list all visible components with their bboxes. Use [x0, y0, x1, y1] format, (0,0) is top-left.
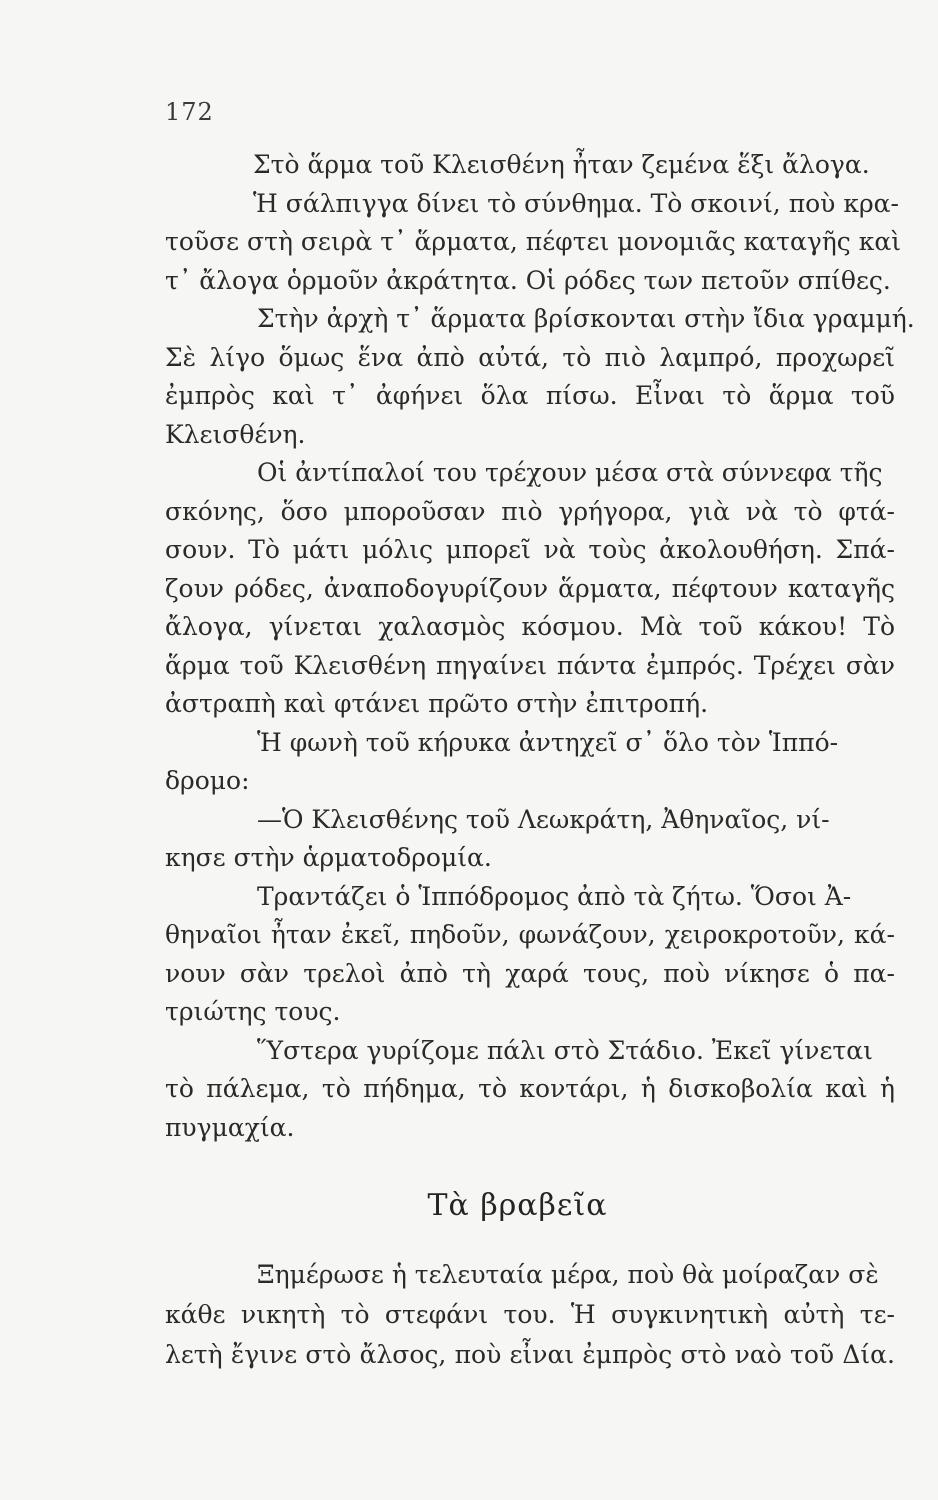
- text-line: Σὲ λίγο ὅμως ἕνα ἀπὸ αὐτά, τὸ πιὸ λαμπρό, προχωρεῖ: [165, 342, 895, 372]
- text-line: Ἡ φωνὴ τοῦ κήρυκα ἀντηχεῖ σ᾽ ὅλο τὸν Ἱππό-: [257, 727, 839, 757]
- text-line: τὸ πάλεμα, τὸ πήδημα, τὸ κοντάρι, ἡ δισκοβολία καὶ ἡ: [165, 1074, 895, 1103]
- page-number: 172: [165, 98, 214, 126]
- body-text-section: [165, 1255, 895, 1375]
- text-line: Οἱ ἀντίπαλοί του τρέχουν μέσα στὰ σύννεφα τῆς: [257, 458, 883, 487]
- body-text: [165, 146, 915, 1147]
- text-line: ἅρμα τοῦ Κλεισθένη πηγαίνει πάντα ἐμπρός. Τρέχει σὰν: [165, 650, 895, 680]
- text-line: ζουν ρόδες, ἀναποδογυρίζουν ἅρματα, πέφτουν καταγῆς: [165, 573, 895, 603]
- text-line: ἐμπρὸς καὶ τ᾽ ἀφήνει ὅλα πίσω. Εἶναι τὸ ἅρμα τοῦ: [165, 381, 895, 410]
- text-line: σουν. Τὸ μάτι μόλις μπορεῖ νὰ τοὺς ἀκολουθήση. Σπά-: [165, 535, 895, 564]
- text-line: Ὕστερα γυρίζομε πάλι στὸ Στάδιο. Ἐκεῖ γίνεται: [257, 1035, 873, 1065]
- text-line: κάθε νικητὴ τὸ στεφάνι του. Ἡ συγκινητικὴ αὐτὴ τε-: [165, 1300, 895, 1329]
- text-line: νουν σὰν τρελοὶ ἀπὸ τὴ χαρά τους, ποὺ νίκησε ὁ πα-: [165, 958, 895, 988]
- text-line: σκόνης, ὅσο μποροῦσαν πιὸ γρήγορα, γιὰ νὰ τὸ φτά-: [165, 496, 895, 526]
- text-line: Ξημέρωσε ἡ τελευταία μέρα, ποὺ θὰ μοίραζαν σὲ: [257, 1260, 879, 1289]
- text-line: ἀστραπὴ καὶ φτάνει πρῶτο στὴν ἐπιτροπή.: [165, 689, 709, 718]
- text-line: τ᾽ ἄλογα ὁρμοῦν ἀκράτητα. Οἱ ρόδες των πετοῦν σπίθες.: [165, 265, 891, 295]
- text-line: κησε στὴν ἁρματοδρομία.: [165, 843, 492, 872]
- text-line: τριώτης τους.: [165, 997, 341, 1026]
- text-line: —Ὁ Κλεισθένης τοῦ Λεωκράτη, Ἀθηναῖος, νί-: [257, 804, 830, 834]
- text-line: ἄλογα, γίνεται χαλασμὸς κόσμου. Μὰ τοῦ κάκου! Τὸ: [165, 612, 895, 641]
- text-line: Στὸ ἅρμα τοῦ Κλεισθένη ἦταν ζεμένα ἕξι ἄλογα.: [253, 150, 870, 179]
- text-line: τοῦσε στὴ σειρὰ τ᾽ ἅρματα, πέφτει μονομιᾶς καταγῆς καὶ: [165, 227, 902, 256]
- text-line: θηναῖοι ἦταν ἐκεῖ, πηδοῦν, φωνάζουν, χειροκροτοῦν, κά-: [165, 920, 895, 949]
- text-line: πυγμαχία.: [165, 1112, 295, 1142]
- text-line: Κλεισθένη.: [165, 419, 306, 449]
- text-line: Στὴν ἀρχὴ τ᾽ ἅρματα βρίσκονται στὴν ἴδια γραμμή.: [257, 304, 915, 333]
- text-line: λετὴ ἔγινε στὸ ἄλσος, ποὺ εἶναι ἐμπρὸς στὸ ναὸ τοῦ Δία.: [165, 1340, 895, 1369]
- section-heading: Τὰ βραβεῖα: [427, 1188, 608, 1223]
- text-line: δρομο:: [165, 766, 250, 795]
- text-line: Τραντάζει ὁ Ἱππόδρομος ἀπὸ τὰ ζήτω. Ὅσοι Ἀ-: [257, 881, 852, 911]
- text-line: Ἡ σάλπιγγα δίνει τὸ σύνθημα. Τὸ σκοινί, ποὺ κρα-: [253, 188, 899, 218]
